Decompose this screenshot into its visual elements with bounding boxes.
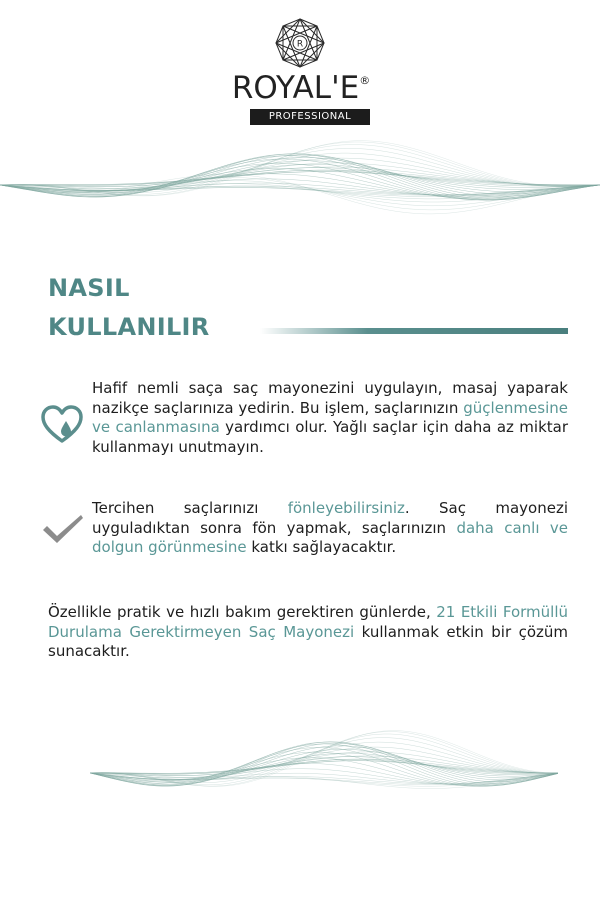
brand-name (216, 70, 386, 106)
highlight-text: daha canlı ve dolgun görünmesine (92, 518, 568, 556)
emblem-mark: R (296, 39, 304, 50)
wave-line (90, 742, 558, 780)
checkmark-icon (41, 513, 85, 545)
highlight-text: fönleyebilirsiniz (287, 499, 405, 517)
body-text: kullanmak etkin bir çözüm sunacaktır. (48, 622, 568, 660)
body-text: Tercihen saçlarınızı (92, 499, 288, 517)
body-text: Özellikle pratik ve hızlı bakım gerektiren günlerde, (48, 603, 437, 621)
body-text: Hafif nemli saça saç mayonezini uygulayın, masaj yaparak nazikçe saçlarınıza yedirin. Bu işlem, saçlarınızın (92, 379, 568, 417)
brand-subtitle: PROFESSIONAL (250, 109, 370, 125)
body-text: yardımcı olur. Yağlı saçlar için daha az miktar kullanmayı unutmayın. (92, 418, 568, 456)
title-divider (260, 328, 568, 334)
highlight-text: 21 Etkili Formüllü Durulama Gerektirmeyen Saç Mayonezi (48, 603, 568, 641)
body-text: . Saç mayonezi uyguladıktan sonra fön yapmak, saçlarınızın (92, 499, 568, 537)
section-title-line1: NASIL (48, 274, 130, 302)
brand-name-text: ROYAL'E (231, 70, 360, 106)
closing-text (48, 603, 568, 662)
top-wave-decoration (0, 130, 600, 240)
wave-line (90, 746, 558, 784)
body-text: katkı sağlayacaktır. (246, 538, 397, 556)
highlight-text: güçlenmesine ve canlanmasına (92, 398, 568, 436)
section-title-line2: KULLANILIR (48, 313, 210, 341)
bottom-wave-decoration (0, 718, 600, 838)
wave-line (0, 161, 600, 193)
trademark-symbol: ® (359, 74, 371, 87)
wave-line (0, 158, 600, 188)
step-1-text (92, 379, 568, 457)
step-2-text (92, 499, 568, 558)
heart-drop-icon (40, 405, 84, 445)
